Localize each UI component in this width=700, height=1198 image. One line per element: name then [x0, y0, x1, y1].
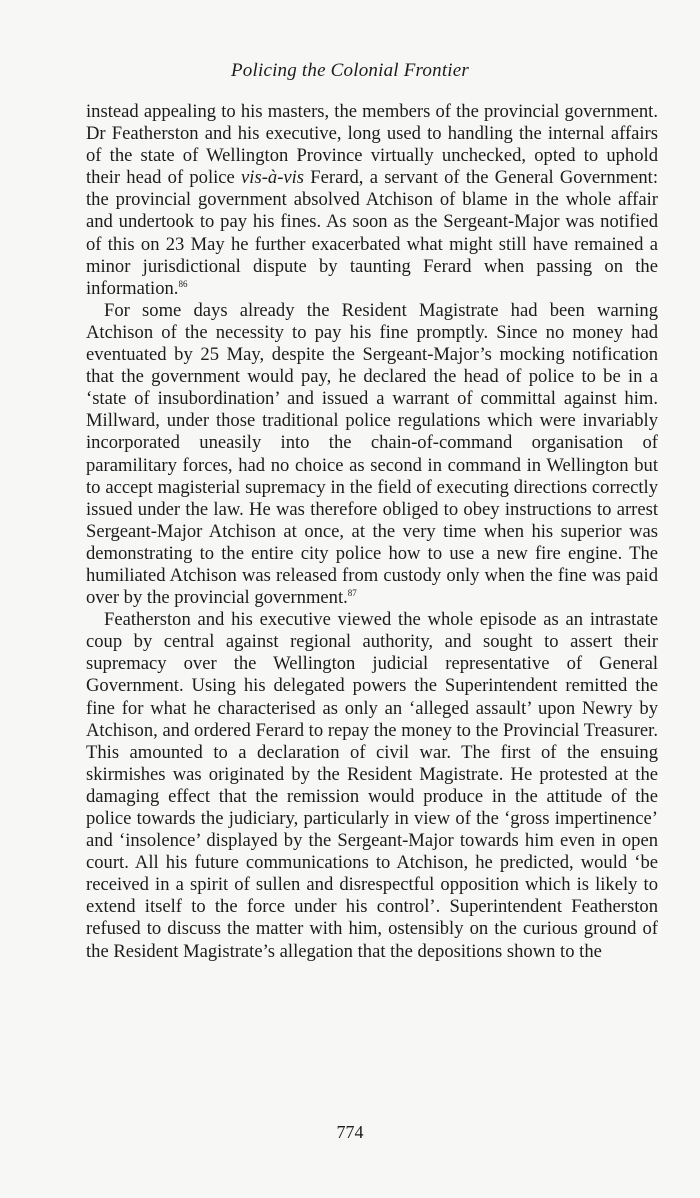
paragraph-2-text: For some days already the Resident Magistrate had been warning Atchison of the necessity to pay his fine promptly. Since no money had eventuated by 25 May, despite the Sergeant-Major’s mocking notification that the government would pay, he declared the head of police to be in a ‘state of insubordination’ and issued a warrant of committal against him. Millward, under those traditional police regulations which were invariably incorporated uneasily into the chain-of-command organisation of paramilitary forces, had no choice as second in command in Wellington but to accept magisterial supremacy in the field of executing directions correctly issued under the law. He was therefore obliged to obey instructions to arrest Sergeant-Major Atchison at once, at the very time when his superior was demonstrating to the entire city police how to use a new fire engine. The humiliated Atchison was released from custody only when the fine was paid over by the provincial government.	[86, 299, 658, 609]
running-head: Policing the Colonial Frontier	[230, 60, 470, 81]
paragraph-3-text: Featherston and his executive viewed the whole episode as an intrastate coup by central against regional authority, and sought to assert their supremacy over the Wellington judicial representative of General Government. Using his delegated powers the Superintendent remitted the fine for what he characterised as only an ‘alleged assault’ upon Newry by Atchison, and ordered Ferard to repay the money to the Provincial Treasurer. This amounted to a declaration of civil war. The first of the ensuing skirmishes was originated by the Resident Magistrate. He protested at the damaging effect that the remission would produce in the attitude of the police towards the judiciary, particularly in view of the ‘gross impertinence’ and ‘insolence’ displayed by the Sergeant-Major towards him even in open court. All his future communications to Atchison, he predicted, would ‘be received in a spirit of sullen and disrespectful opposition which is likely to extend itself to the force under his control’. Superintendent Featherston refused to discuss the matter with him, ostensibly on the curious ground of the Resident Magistrate’s allegation that the depositions shown to the	[86, 609, 658, 962]
page-number: 774	[336, 1122, 364, 1142]
italic-phrase: vis-à-vis	[241, 167, 305, 189]
paragraph-1-text-a: instead appealing to his masters, the members of the provincial government. Dr Featherston and his executive, long used to handling the internal affairs of the state of Wellington Province virtually unchecked, opted to uphold their head of police	[86, 101, 658, 189]
paragraph-1	[86, 101, 658, 300]
footnote-ref-86: 86	[178, 278, 188, 289]
paragraph-3	[86, 609, 658, 963]
footnote-ref-87: 87	[347, 588, 357, 599]
paragraph-2	[86, 300, 658, 609]
body-text	[86, 101, 658, 963]
paragraph-1-text-b: Ferard, a servant of the General Government: the provincial government absolved Atchison of blame in the whole affair and undertook to pay his fines. As soon as the Sergeant-Major was notified of this on 23 May he further exacerbated what might still have remained a minor jurisdictional dispute by taunting Ferard when passing on the information.	[86, 167, 658, 299]
